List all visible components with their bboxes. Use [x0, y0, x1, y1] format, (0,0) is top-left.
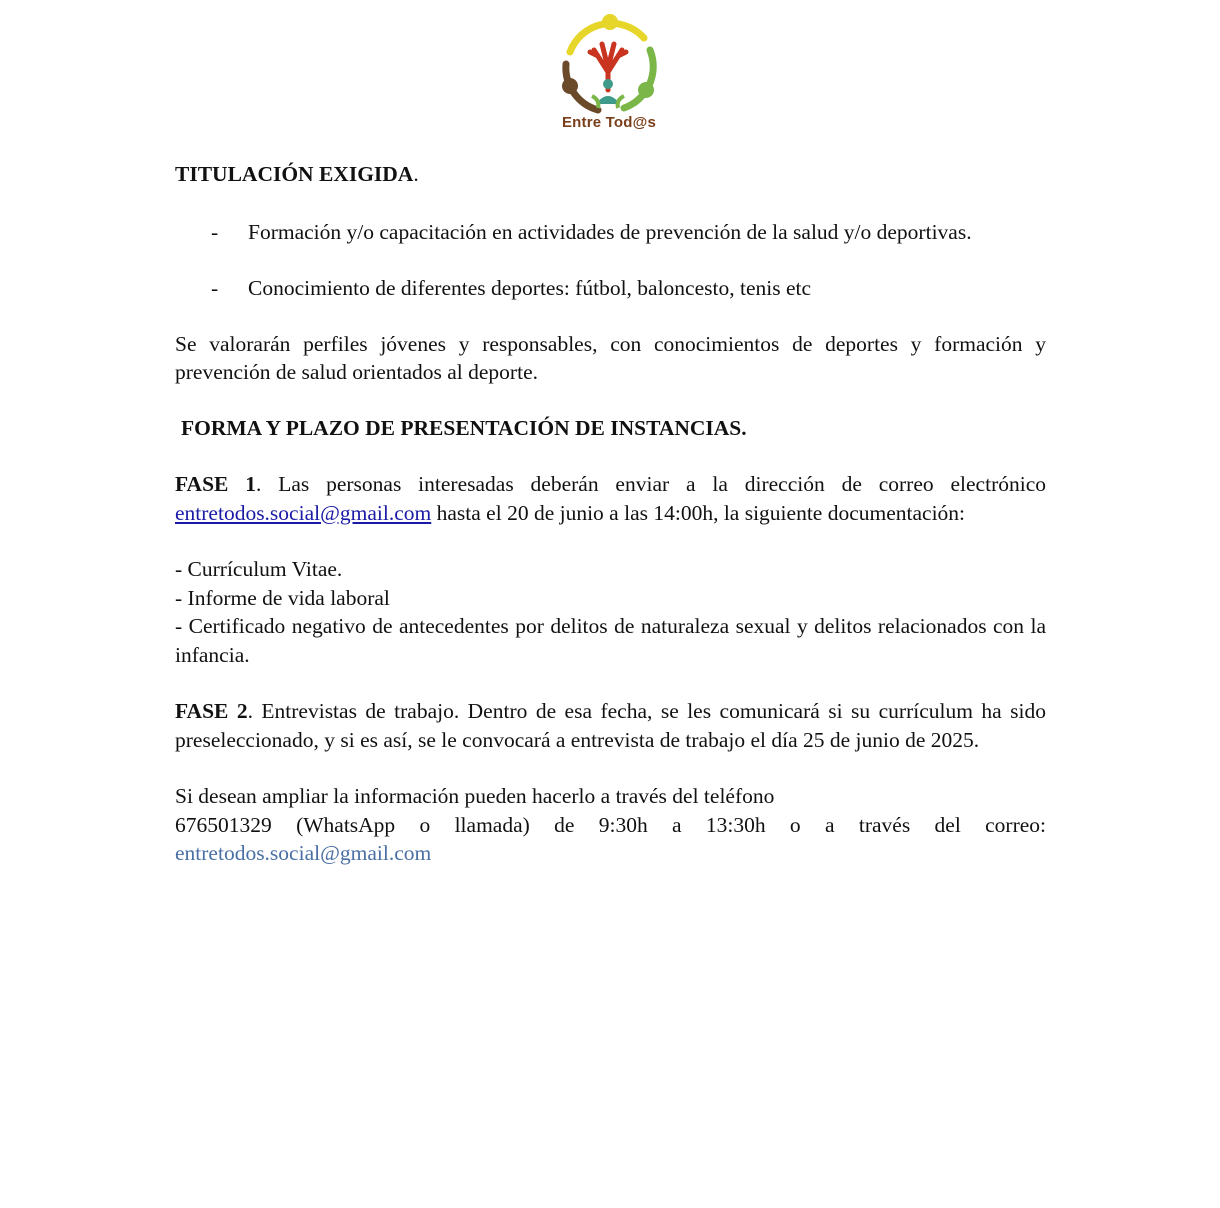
titulacion-item-formacion: Formación y/o capacitación en actividades de prevención de la salud y/o deportivas. — [248, 219, 972, 244]
contacto-email-text[interactable]: entretodos.social@gmail.com — [175, 841, 432, 865]
forma-heading: FORMA Y PLAZO DE PRESENTACIÓN DE INSTANCIAS. — [181, 415, 747, 440]
contacto-line1: Si desean ampliar la información pueden hacerlo a través del teléfono — [175, 784, 775, 808]
fase1-paragraph: FASE 1. Las personas interesadas deberán enviar a la dirección de correo electrónico entretodos.social@gmail.com hasta el 20 de junio a las 14:00h, la siguiente documentación: — [175, 472, 1046, 525]
entre-todos-logo — [552, 12, 666, 136]
fase2-paragraph: FASE 2. Entrevistas de trabajo. Dentro de esa fecha, se les comunicará si su currículum ha sido preseleccionado, y si es así, se le convocará a entrevista de trabajo el día 25 de junio de 2025. — [175, 699, 1046, 752]
contacto-line2: 676501329 (WhatsApp o llamada) de 9:30h a 13:30h o a través del correo: — [175, 812, 1046, 837]
titulacion-item-deportes: Conocimiento de diferentes deportes: fútbol, baloncesto, tenis etc — [248, 276, 812, 300]
documento-curriculum: - Currículum Vitae. — [175, 557, 343, 581]
document-body — [175, 160, 1046, 868]
fase2-label: FASE 2 — [175, 699, 248, 723]
list-item — [175, 218, 1046, 247]
titulacion-heading: TITULACIÓN EXIGIDA. — [175, 162, 419, 186]
logo-emblem-icon — [552, 12, 666, 116]
documento-certificado: - Certificado negativo de antecedentes por delitos de naturaleza sexual y delitos relacionados con la infancia. — [175, 614, 1046, 667]
bullet-dash: - — [211, 276, 219, 300]
list-item — [175, 274, 1046, 303]
bullet-dash: - — [211, 219, 219, 244]
fase1-email-link[interactable]: entretodos.social@gmail.com — [175, 500, 432, 525]
contacto-email — [175, 839, 1046, 868]
fase1-label: FASE 1 — [175, 472, 256, 496]
logo-name: Entre Tod@s — [561, 114, 657, 131]
documento-vida-laboral: - Informe de vida laboral — [175, 585, 390, 610]
valoracion-paragraph: Se valorarán perfiles jóvenes y responsables, con conocimientos de deportes y formación y prevención de salud orientados al deporte. — [175, 331, 1046, 384]
